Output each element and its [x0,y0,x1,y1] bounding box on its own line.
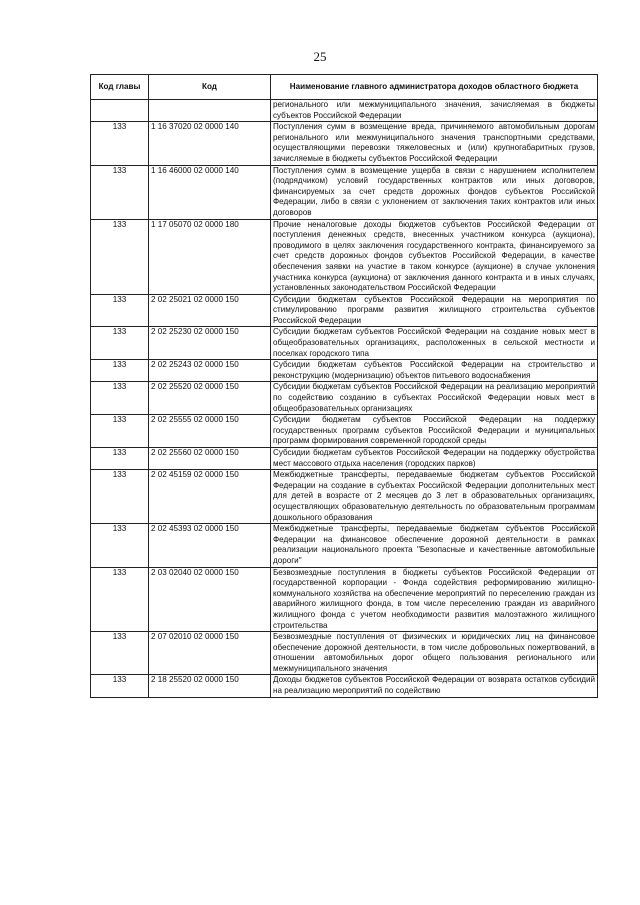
chapter-code-cell: 133 [91,567,149,632]
revenue-code-cell: 2 18 25520 02 0000 150 [149,675,271,697]
table-row [91,448,598,470]
table-row [91,327,598,360]
revenue-code-cell: 2 02 25243 02 0000 150 [149,360,271,382]
revenue-code-cell: 1 16 46000 02 0000 140 [149,165,271,219]
revenue-name-cell: Субсидии бюджетам субъектов Российской Федерации на реализацию мероприятий по содействию созданию в субъектах Российской Федерации новых мест в общеобразовательных организациях [271,382,598,415]
revenue-code-cell: 1 17 05070 02 0000 180 [149,219,271,294]
chapter-code-cell: 133 [91,632,149,675]
revenue-name-cell: Субсидии бюджетам субъектов Российской Федерации на мероприятия по стимулированию программ развития жилищного строительства субъектов Российской Федерации [271,294,598,327]
chapter-code-cell: 133 [91,448,149,470]
revenue-name-cell: регионального или межмуниципального значения, зачисляемая в бюджеты субъектов Российской Федерации [271,100,598,122]
revenue-name-cell: Субсидии бюджетам субъектов Российской Федерации на поддержку государственных программ субъектов Российской Федерации и муниципальных программ формирования современной городской среды [271,415,598,448]
revenue-name-cell: Межбюджетные трансферты, передаваемые бюджетам субъектов Российской Федерации на создание в субъектах Российской Федерации дополнительных мест для детей в возрасте от 2 месяцев до 3 лет в образовательных организациях, осуществляющих образовательную деятельность по образовательным программам дошкольного образования [271,470,598,524]
chapter-code-cell: 133 [91,382,149,415]
chapter-code-cell: 133 [91,327,149,360]
revenue-name-cell: Безвозмездные поступления в бюджеты субъектов Российской Федерации от государственной корпорации - Фонда содействия реформированию жилищно-коммунального хозяйства на обеспечение мероприятий по переселению граждан из аварийного жилищного фонда, в том числе переселению граждан из аварийного жилищного фонда с учетом необходимости развития малоэтажного жилищного строительства [271,567,598,632]
table-row [91,567,598,632]
chapter-code-cell: 133 [91,415,149,448]
revenue-code-cell: 2 02 25021 02 0000 150 [149,294,271,327]
table-row [91,219,598,294]
table-row [91,524,598,567]
table-row [91,382,598,415]
revenue-name-cell: Субсидии бюджетам субъектов Российской Федерации на поддержку обустройства мест массового отдыха населения (городских парков) [271,448,598,470]
revenue-name-cell: Безвозмездные поступления от физических и юридических лиц на финансовое обеспечение дорожной деятельности, в том числе добровольных пожертвований, в отношении автомобильных дорог общего пользования регионального или межмуниципального значения [271,632,598,675]
table-row [91,294,598,327]
revenue-code-cell: 2 02 45159 02 0000 150 [149,470,271,524]
header-row [91,75,598,100]
chapter-code-cell: 133 [91,470,149,524]
table-row [91,632,598,675]
table-row [91,675,598,697]
table-row [91,360,598,382]
revenue-code-cell: 2 02 25560 02 0000 150 [149,448,271,470]
revenue-code-cell [149,100,271,122]
revenue-codes-table [90,74,598,698]
revenue-code-cell: 2 02 25555 02 0000 150 [149,415,271,448]
revenue-code-cell: 2 02 45393 02 0000 150 [149,524,271,567]
page-number: 25 [313,49,327,64]
revenue-name-cell: Прочие неналоговые доходы бюджетов субъектов Российской Федерации от поступления денежных средств, внесенных участником конкурса (аукциона), проводимого в целях заключения государственного контракта, финансируемого за счет средств дорожных фондов субъектов Российской Федерации, в качестве обеспечения заявки на участие в таком конкурсе (аукционе) в случае уклонения участника конкурса (аукциона) от заключения данного контракта и в иных случаях, установленных законодательством Российской Федерации [271,219,598,294]
header-administrator-name: Наименование главного администратора доходов областного бюджета [271,75,598,100]
header-code: Код [149,75,271,100]
revenue-code-cell: 2 02 25520 02 0000 150 [149,382,271,415]
table-row [91,122,598,165]
chapter-code-cell: 133 [91,219,149,294]
revenue-code-cell: 2 07 02010 02 0000 150 [149,632,271,675]
revenue-code-cell: 2 03 02040 02 0000 150 [149,567,271,632]
revenue-name-cell: Субсидии бюджетам субъектов Российской Федерации на строительство и реконструкцию (модернизацию) объектов питьевого водоснабжения [271,360,598,382]
chapter-code-cell [91,100,149,122]
chapter-code-cell: 133 [91,675,149,697]
revenue-name-cell: Доходы бюджетов субъектов Российской Федерации от возврата остатков субсидий на реализацию мероприятий по содействию [271,675,598,697]
table-row [91,415,598,448]
table-row [91,100,598,122]
revenue-name-cell: Субсидии бюджетам субъектов Российской Федерации на создание новых мест в общеобразовательных организациях, расположенных в сельской местности и поселках городского типа [271,327,598,360]
header-chapter-code: Код главы [91,75,149,100]
table-row [91,165,598,219]
revenue-name-cell: Поступления сумм в возмещение вреда, причиняемого автомобильным дорогам регионального или межмуниципального значения транспортными средствами, осуществляющими перевозки тяжеловесных и (или) крупногабаритных грузов, зачисляемые в бюджеты субъектов Российской Федерации [271,122,598,165]
table-body [91,100,598,698]
table-header [91,75,598,100]
chapter-code-cell: 133 [91,524,149,567]
revenue-code-cell: 1 16 37020 02 0000 140 [149,122,271,165]
table-row [91,470,598,524]
chapter-code-cell: 133 [91,165,149,219]
revenue-code-cell: 2 02 25230 02 0000 150 [149,327,271,360]
chapter-code-cell: 133 [91,360,149,382]
revenue-name-cell: Поступления сумм в возмещение ущерба в связи с нарушением исполнителем (подрядчиком) условий государственных контрактов или иных договоров, финансируемых за счет средств дорожных фондов субъектов Российской Федерации, либо в связи с уклонением от заключения таких контрактов или иных договоров [271,165,598,219]
revenue-name-cell: Межбюджетные трансферты, передаваемые бюджетам субъектов Российской Федерации на финансовое обеспечение дорожной деятельности в рамках реализации национального проекта "Безопасные и качественные автомобильные дороги" [271,524,598,567]
chapter-code-cell: 133 [91,294,149,327]
chapter-code-cell: 133 [91,122,149,165]
